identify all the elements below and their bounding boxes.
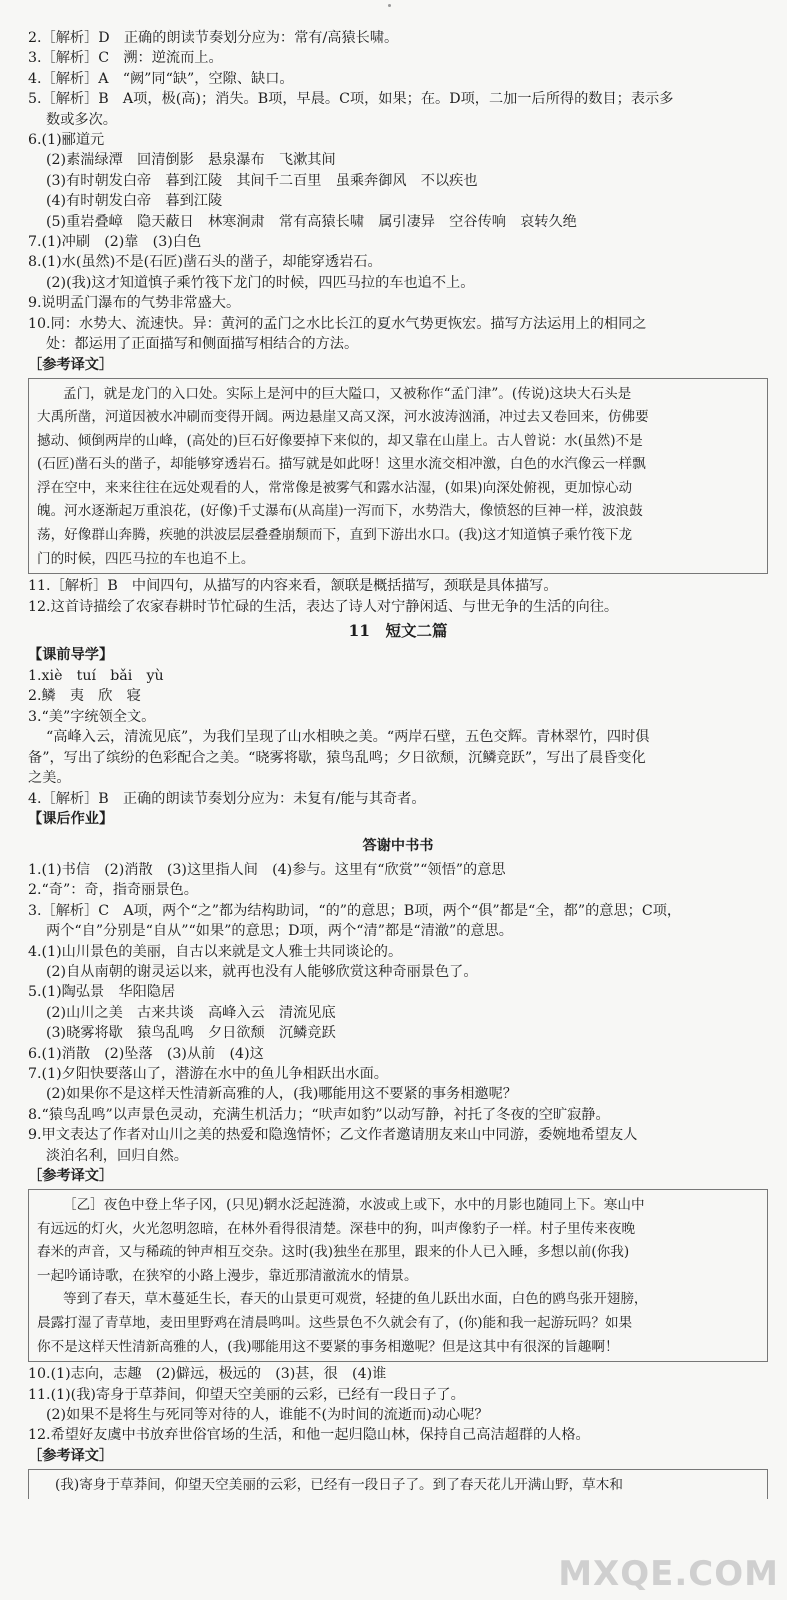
homework-label: 【课后作业】 [28, 810, 114, 827]
answer-line: 8.(1)水(虽然)不是(石匠)凿石头的凿子，却能穿透岩石。 [28, 254, 382, 271]
translation-line: 孟门，就是龙门的入口处。实际上是河中的巨大隘口，又被称作“孟门津”。(传说)这块大石头是 [63, 385, 632, 402]
answer-line: (2)如果你不是这样天性清新高雅的人，(我)哪能用这不要紧的事务相邀呢？ [46, 1086, 517, 1103]
answer-line: 2.“奇”：奇，指奇丽景色。 [28, 882, 198, 899]
answer-line: 2.鳞 夷 欣 寝 [28, 688, 141, 705]
answer-line: (5)重岩叠嶂 隐天蔽日 林寒涧肃 常有高猿长啸 属引凄异 空谷传响 哀转久绝 [46, 213, 577, 230]
answer-line: 处：都运用了正面描写和侧面描写相结合的方法。 [46, 336, 359, 353]
translation-line: 有远远的灯火，火光忽明忽暗，在林外看得很清楚。深巷中的狗，叫声像豹子一样。村子里传来夜晚 [37, 1220, 636, 1237]
translation-line: 门的时候，四匹马拉的车也追不上。 [37, 550, 255, 567]
answer-line: 6.(1)郦道元 [28, 132, 105, 149]
answer-line: 12.希望好友虞中书放弃世俗官场的生活，和他一起归隐山林，保持自己高洁超群的人格。 [28, 1427, 590, 1444]
translation-line: 大禹所凿，河道因被水冲刷而变得开阔。两边悬崖又高又深，河水波涛汹涌，冲过去又卷回来，仿佛要 [37, 409, 649, 426]
answer-line: 4.［解析］A “阙”同“缺”，空隙、缺口。 [28, 70, 294, 87]
reference-translation-label: ［参考译文］ [28, 356, 114, 373]
answer-line: 两个“自”分别是“自从”“如果”的意思；D项，两个“清”都是“清澈”的意思。 [46, 923, 513, 940]
pre-class-label: 【课前导学】 [28, 647, 114, 664]
answer-line: 12.这首诗描绘了农家春耕时节忙碌的生活，表达了诗人对宁静闲适、与世无争的生活的向往。 [28, 598, 619, 615]
answer-line: 4.［解析］B 正确的朗读节奏划分应为：未复有/能与其奇者。 [28, 790, 426, 807]
answer-line: 8.“猿鸟乱鸣”以声景色灵动，充满生机活力；“吠声如豹”以动写静，衬托了冬夜的空旷寂静。 [28, 1106, 610, 1123]
reference-translation-label: ［参考译文］ [28, 1168, 114, 1184]
answer-line: “高峰入云，清流见底”，为我们呈现了山水相映之美。“两岸石壁，五色交辉。青林翠竹，四时俱 [46, 729, 650, 746]
reference-translation-box [28, 1189, 768, 1362]
translation-line: 浮在空中，来来往往在远处观看的人，常常像是被雾气和露水沾湿，(如果)向深处俯视，更加惊心动 [37, 479, 633, 496]
translation-line: 撼动、倾倒两岸的山峰，(高处的)巨石好像要掉下来似的，却又靠在山崖上。古人曾说：水(虽然)不是 [37, 432, 643, 449]
reference-translation-box [28, 1469, 768, 1500]
answer-line: (4)有时朝发白帝 暮到江陵 [46, 193, 223, 210]
answer-line: 3.［解析］C 溯：逆流而上。 [28, 50, 223, 67]
answer-line: 5.［解析］B A项，极(高)；消失。B项，早晨。C项，如果；在。D项，二加一后所得的数目；表示多 [28, 91, 674, 108]
answer-line: 淡泊名利，回归自然。 [46, 1147, 188, 1164]
answer-line: (2)素湍绿潭 回清倒影 悬泉瀑布 飞漱其间 [46, 152, 336, 169]
answer-line: 11.(1)(我)寄身于草莽间，仰望天空美丽的云彩，已经有一段日子了。 [28, 1386, 465, 1403]
answer-line: 2.［解析］D 正确的朗读节奏划分应为：常有/高猿长啸。 [28, 30, 399, 46]
watermark-logo: MXQE.COM [558, 1554, 779, 1594]
answer-line: 3.“美”字统领全文。 [28, 708, 156, 725]
reference-translation-box [28, 378, 768, 575]
translation-line: (我)寄身于草莽间，仰望天空美丽的云彩，已经有一段日子了。到了春天花儿开满山野，草木和 [55, 1476, 623, 1493]
answer-line: 7.(1)冲刷 (2)靠 (3)白色 [28, 234, 202, 251]
answer-line: 9.说明孟门瀑布的气势非常盛大。 [28, 295, 241, 312]
top-mark [388, 4, 391, 7]
answer-line: 6.(1)消散 (2)坠落 (3)从前 (4)这 [28, 1045, 264, 1062]
answer-line: 1.xiè tuí bǎi yù [28, 668, 164, 685]
answer-line: 1.(1)书信 (2)消散 (3)这里指人间 (4)参与。这里有“欣赏”“领悟”的意思 [28, 861, 506, 878]
answer-line: (3)有时朝发白帝 暮到江陵 其间千二百里 虽乘奔御风 不以疾也 [46, 172, 478, 189]
translation-line: 魄。河水逐渐起万重浪花，(好像)千丈瀑布(从高崖)一泻而下，水势浩大，像愤怒的巨神一样，波浪鼓 [37, 503, 643, 520]
answer-line: (2)(我)这才知道慎子乘竹筏下龙门的时候，四匹马拉的车也追不上。 [46, 274, 475, 291]
translation-line: 荡，好像群山奔腾，疾驰的洪波层层叠叠崩颓而下，直到下游出水口。(我)这才知道慎子乘竹筏下龙 [37, 527, 633, 544]
answer-line: 10.(1)志向，志趣 (2)僻远，极远的 (3)甚，很 (4)谁 [28, 1366, 387, 1383]
translation-line: 等到了春天，草木蔓延生长，春天的山景更可观赏，轻捷的鱼儿跃出水面，白色的鸥鸟张开翅膀， [63, 1291, 648, 1308]
answer-line: 备”，写出了缤纷的色彩配合之美。“晓雾将歇，猿鸟乱鸣；夕日欲颓，沉鳞竞跃”，写出了晨昏变化 [28, 749, 646, 766]
sub-title: 答谢中书书 [362, 837, 434, 854]
translation-line: 你不是这样天性清新高雅的人，(我)哪能用这不要紧的事务相邀呢？但是这其中有很深的旨趣啊！ [37, 1338, 619, 1355]
answer-line: (2)如果不是将生与死同等对待的人，谁能不(为时间的流逝而)动心呢？ [46, 1406, 489, 1423]
answer-line: 3.［解析］C A项，两个“之”都为结构助词，“的”的意思；B项，两个“俱”都是“全，都”的意思；C项， [28, 902, 682, 919]
translation-line: (石匠)凿石头的凿子，却能够穿透岩石。描写就是如此呀！这里水流交相冲激，白色的水汽像云一样飘 [37, 456, 646, 473]
answer-line: 数或多次。 [46, 111, 117, 128]
answer-line: (3)晓雾将歇 猿鸟乱鸣 夕日欲颓 沉鳞竞跃 [46, 1025, 336, 1042]
answers-block-1 [28, 28, 768, 355]
answer-line: (2)山川之美 古来共谈 高峰入云 清流见底 [46, 1004, 336, 1021]
answer-line: 9.甲文表达了作者对山川之美的热爱和隐逸情怀；乙文作者邀请朋友来山中同游，委婉地希望友人 [28, 1127, 638, 1144]
answer-line: 之美。 [28, 770, 71, 787]
reference-translation-label: ［参考译文］ [28, 1447, 114, 1464]
answer-line: (2)自从南朝的谢灵运以来，就再也没有人能够欣赏这种奇丽景色了。 [46, 963, 478, 980]
answer-line: 10.同：水势大、流速快。异：黄河的孟门之水比长江的夏水气势更恢宏。描写方法运用上的相同之 [28, 315, 647, 332]
chapter-title: 11 短文二篇 [348, 621, 448, 641]
translation-line: 舂米的声音，又与稀疏的钟声相互交杂。这时(我)独坐在那里，跟来的仆人已入睡，多想以前(你我) [37, 1244, 630, 1261]
answer-line: 4.(1)山川景色的美丽，自古以来就是文人雅士共同谈论的。 [28, 943, 403, 960]
translation-line: 一起吟诵诗歌，在狭窄的小路上漫步，靠近那清澈流水的情景。 [37, 1267, 418, 1284]
translation-line: ［乙］夜色中登上华子冈，(只见)辋水泛起涟漪，水波或上或下，水中的月影也随同上下。寒山中 [63, 1197, 645, 1213]
answer-line: 11.［解析］B 中间四句，从描写的内容来看，颔联是概括描写，颈联是具体描写。 [28, 578, 558, 595]
translation-line: 晨露打湿了青草地，麦田里野鸡在清晨鸣叫。这些景色不久就会有了，(你)能和我一起游玩吗？如果 [37, 1314, 633, 1331]
answer-line: 7.(1)夕阳快要落山了，潜游在水中的鱼儿争相跃出水面。 [28, 1065, 388, 1082]
answer-page [28, 28, 768, 1501]
answer-line: 5.(1)陶弘景 华阳隐居 [28, 984, 176, 1001]
